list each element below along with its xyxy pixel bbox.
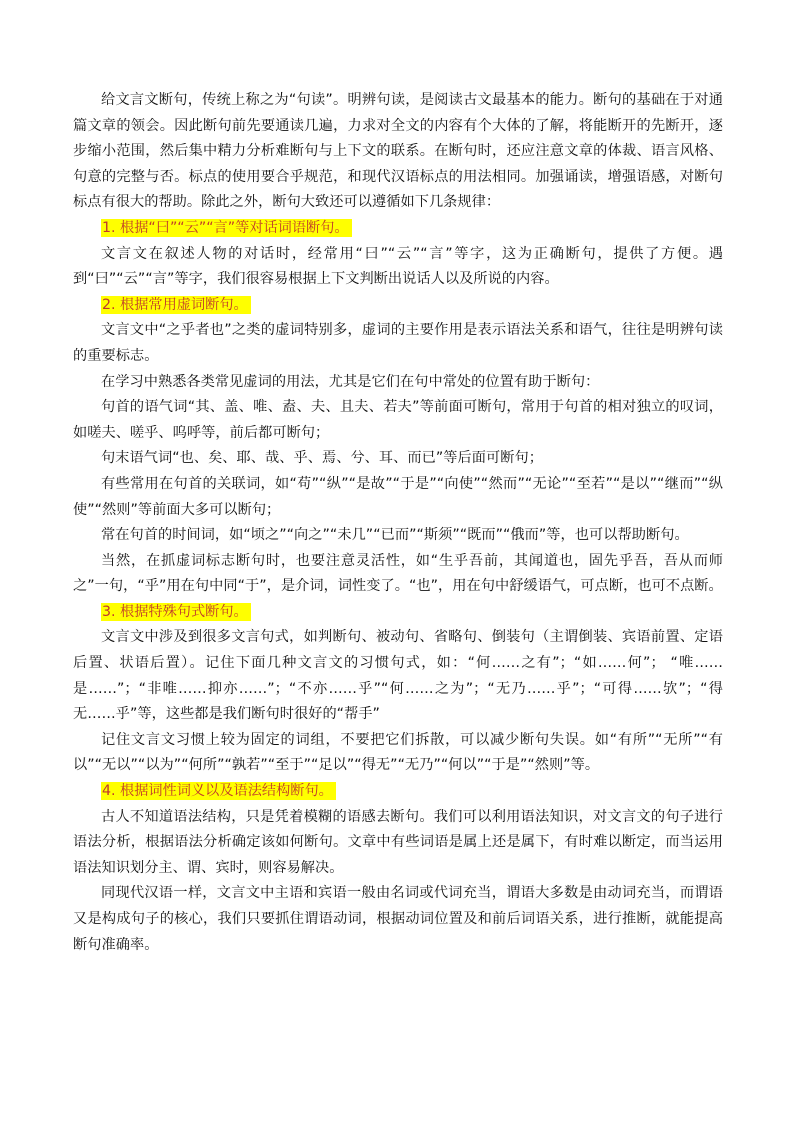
section-1-paragraph: 文言文在叙述人物的对话时，经常用“曰”“云”“言”等字，这为正确断句，提供了方便。遇到“曰”“云”“言”等字，我们很容易根据上下文判断出说话人以及所说的内容。 [73, 245, 723, 288]
section-2-paragraph: 当然，在抓虚词标志断句时，也要注意灵活性，如“生乎吾前，其闻道也，固先乎吾，吾从而师之”一句，“乎”用在句中同“于”，是介词，词性变了。“也”，用在句中舒缓语气，可点断，也可不点断。 [73, 552, 723, 595]
document-page [73, 88, 723, 958]
section-4-paragraph: 同现代汉语一样，文言文中主语和宾语一般由名词或代词充当，谓语大多数是由动词充当，而谓语又是构成句子的核心，我们只要抓住谓语动词，根据动词位置及和前后词语关系，进行推断，就能提高断句准确率。 [73, 885, 723, 953]
section-1-heading-text: 1. 根据“曰”“云”“言”等对话词语断句。 [101, 219, 352, 237]
section-3-heading-text: 3. 根据特殊句式断句。 [101, 603, 251, 621]
section-1-heading [73, 216, 723, 242]
section-3-paragraph: 文言文中涉及到很多文言句式，如判断句、被动句、省略句、倒装句（主谓倒装、宾语前置、定语后置、状语后置）。记住下面几种文言文的习惯句式，如：“何……之有”；“如……何”； “唯……是……”；“非唯……抑亦……”；“不亦……乎”“何……之为”；“无乃……乎”；“可得……欤”；“得无……乎”等，这些都是我们断句时很好的“帮手” [73, 629, 723, 723]
section-2-paragraph: 句首的语气词“其、盖、唯、盍、夫、且夫、若夫”等前面可断句，常用于句首的相对独立的叹词，如嗟夫、嗟乎、呜呼等，前后都可断句； [73, 399, 723, 441]
section-2-paragraph: 常在句首的时间词，如“顷之”“向之”“未几”“已而”“斯须”“既而”“俄而”等，也可以帮助断句。 [101, 527, 689, 544]
section-3-paragraph: 记住文言文习惯上较为固定的词组，不要把它们拆散，可以减少断句失误。如“有所”“无所”“有以”“无以”“以为”“何所”“孰若”“至于”“足以”“得无”“无乃”“何以”“于是”“然则”等。 [73, 731, 723, 774]
section-4-heading [73, 779, 723, 805]
section-3-heading [73, 600, 723, 626]
section-2-heading-text: 2. 根据常用虚词断句。 [101, 296, 251, 314]
section-2-paragraph: 句末语气词“也、矣、耶、哉、乎、焉、兮、耳、而已”等后面可断句； [101, 450, 543, 467]
section-2-heading [73, 293, 723, 319]
section-2-paragraph: 有些常用在句首的关联词，如“苟”“纵”“是故”“于是”“向使”“然而”“无论”“至若”“是以”“继而”“纵使”“然则”等前面大多可以断句； [73, 475, 723, 518]
intro-paragraph: 给文言文断句，传统上称之为“句读”。明辨句读，是阅读古文最基本的能力。断句的基础在于对通篇文章的领会。因此断句前先要通读几遍，力求对全文的内容有个大体的了解，将能断开的先断开，逐步缩小范围，然后集中精力分析难断句与上下文的联系。在断句时，还应注意文章的体裁、语言风格、句意的完整与否。标点的使用要合乎规范，和现代汉语标点的用法相同。加强诵读，增强语感，对断句标点有很大的帮助。除此之外，断句大致还可以遵循如下几条规律： [73, 92, 723, 211]
section-2-paragraph: 在学习中熟悉各类常见虚词的用法，尤其是它们在句中常处的位置有助于断句： [101, 373, 600, 390]
section-4-heading-text: 4. 根据词性词义以及语法结构断句。 [101, 782, 336, 800]
section-2-paragraph: 文言文中“之乎者也”之类的虚词特别多，虚词的主要作用是表示语法关系和语气，往往是明辨句读的重要标志。 [73, 322, 723, 364]
section-4-paragraph: 古人不知道语法结构，只是凭着模糊的语感去断句。我们可以利用语法知识，对文言文的句子进行语法分析，根据语法分析确定该如何断句。文章中有些词语是属上还是属下，有时难以断定，而当运用语法知识划分主、谓、宾时，则容易解决。 [73, 808, 723, 876]
